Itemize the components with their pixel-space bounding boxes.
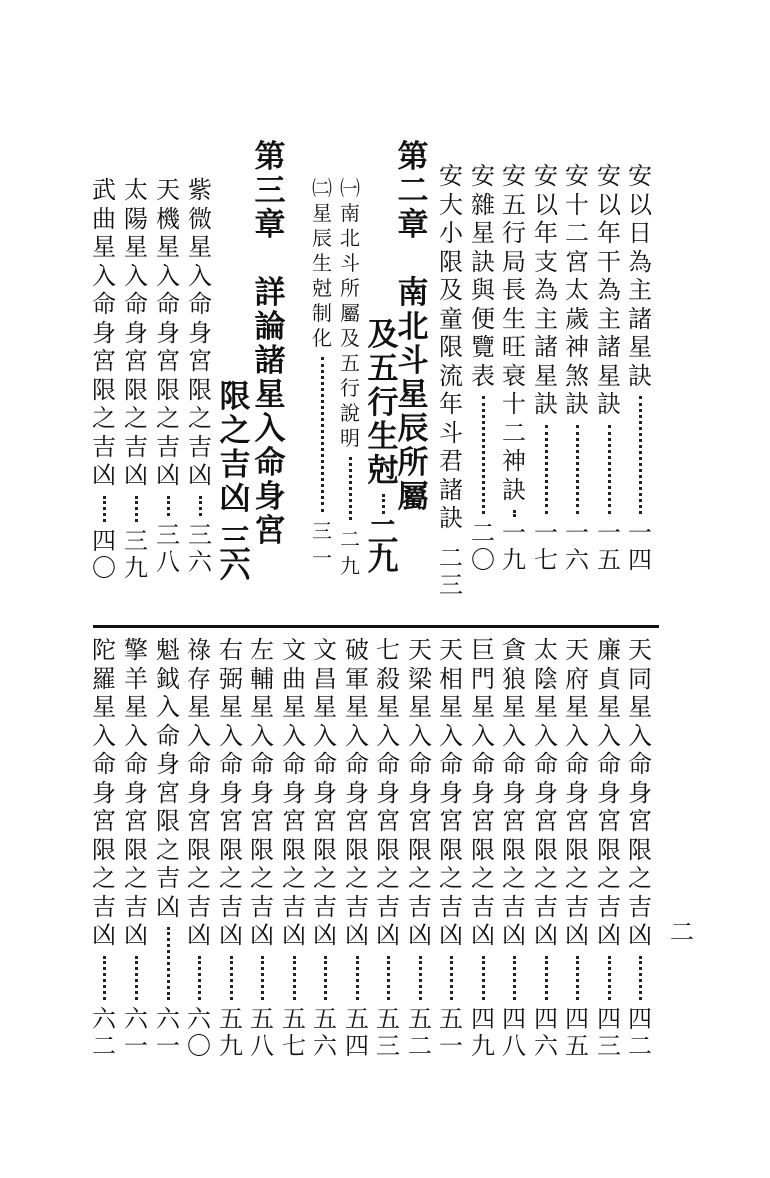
entry-page-number: 一 九 — [502, 519, 526, 574]
entry-title: 安 以 年 支 為 主 諸 星 訣 — [534, 162, 558, 418]
entry-title: 右 弼 星 入 命 身 宮 限 之 吉 凶 — [219, 636, 243, 949]
toc-entry[interactable] — [625, 162, 655, 574]
toc-entry[interactable] — [184, 636, 214, 1060]
toc-entry[interactable] — [279, 636, 309, 1060]
dot-leader — [230, 956, 233, 1001]
entry-title: 限 之 吉 凶 — [219, 379, 251, 517]
entry-page-number: 四 六 — [534, 1005, 558, 1060]
entry-title: 太 陰 星 入 命 身 宮 限 之 吉 凶 — [534, 636, 558, 949]
dot-leader — [639, 956, 642, 1001]
entry-title: 第 二 章 南 北 斗 星 辰 所 屬 — [397, 139, 429, 515]
dot-leader — [639, 396, 642, 514]
toc-entry[interactable] — [121, 636, 151, 1060]
entry-title: 天 機 星 入 命 身 宮 限 之 吉 凶 — [156, 176, 180, 489]
dot-leader — [135, 496, 138, 523]
toc-entry[interactable] — [342, 636, 372, 1060]
entry-title: 安 以 日 為 主 諸 星 訣 — [628, 162, 652, 390]
page-number: 二 — [670, 918, 694, 946]
toc-entry[interactable] — [310, 636, 340, 1060]
toc-entry[interactable] — [562, 162, 592, 574]
entry-page-number: 四 〇 — [92, 527, 116, 582]
entry-title: ㈠ 南 北 斗 所 屬 及 五 行 說 明 — [340, 176, 360, 450]
entry-title: 及 五 行 生 尅 — [367, 317, 399, 489]
entry-title: 安 雜 星 訣 與 便 覽 表 — [471, 162, 495, 390]
entry-page-number: 三 六 — [188, 521, 212, 576]
entry-title: 廉 貞 星 入 命 身 宮 限 之 吉 凶 — [597, 636, 621, 949]
entry-page-number: 三 九 — [124, 527, 148, 582]
dot-leader — [482, 956, 485, 1001]
toc-entry[interactable] — [594, 162, 624, 574]
entry-page-number: 五 八 — [250, 1005, 274, 1060]
entry-title: 陀 羅 星 入 命 身 宮 限 之 吉 凶 — [92, 636, 116, 949]
entry-page-number: 四 五 — [565, 1005, 589, 1060]
entry-page-number: 五 六 — [313, 1005, 337, 1060]
toc-entry[interactable] — [216, 636, 246, 1060]
entry-title: 太 陽 星 入 命 身 宮 限 之 吉 凶 — [124, 176, 148, 489]
toc-entry[interactable] — [307, 176, 337, 572]
dot-leader — [545, 956, 548, 1001]
entry-page-number: 六 〇 — [187, 1005, 211, 1060]
toc-entry[interactable] — [531, 636, 561, 1060]
toc-entry[interactable] — [89, 636, 119, 1060]
entry-page-number: 二 九 — [340, 527, 360, 578]
entry-title: 天 相 星 入 命 身 宮 限 之 吉 凶 — [439, 636, 463, 949]
toc-entry[interactable] — [121, 176, 151, 582]
entry-title: 貪 狼 星 入 命 身 宮 限 之 吉 凶 — [502, 636, 526, 949]
toc-entry[interactable] — [373, 636, 403, 1060]
dot-leader — [382, 494, 385, 514]
dot-leader — [576, 425, 579, 515]
toc-entry[interactable] — [499, 636, 529, 1060]
entry-title: 擎 羊 星 入 命 身 宮 限 之 吉 凶 — [124, 636, 148, 949]
entry-page-number: 二 〇 — [471, 519, 495, 574]
entry-title: 安 五 行 局 長 生 旺 衰 十 二 神 訣 — [502, 162, 526, 504]
dot-leader — [103, 496, 106, 523]
entry-title: 武 曲 星 入 命 身 宮 限 之 吉 凶 — [92, 176, 116, 489]
entry-page-number: 二 三 — [439, 543, 463, 599]
dot-leader — [608, 956, 611, 1001]
entry-title: ㈡ 星 辰 生 尅 制 化 — [312, 176, 332, 350]
dot-leader — [261, 956, 264, 1001]
entry-page-number: 五 七 — [282, 1005, 306, 1060]
toc-entry[interactable] — [405, 636, 435, 1060]
toc-entry[interactable] — [153, 636, 183, 1060]
dot-leader — [324, 956, 327, 1001]
toc-entry[interactable] — [594, 636, 624, 1060]
entry-title: 七 殺 星 入 命 身 宮 限 之 吉 凶 — [376, 636, 400, 949]
chapter-heading[interactable] — [397, 139, 429, 515]
dot-leader — [321, 357, 324, 512]
dot-leader — [482, 396, 485, 514]
dot-leader — [608, 425, 611, 515]
toc-entry[interactable] — [531, 162, 561, 574]
entry-page-number: 一 七 — [534, 519, 558, 574]
entry-page-number: 四 三 — [597, 1005, 621, 1060]
dot-leader — [450, 956, 453, 1001]
dot-leader — [199, 496, 202, 517]
chapter-heading[interactable] — [219, 379, 251, 586]
toc-entry[interactable] — [468, 162, 498, 574]
entry-page-number: 一 四 — [628, 519, 652, 574]
dot-leader — [576, 956, 579, 1001]
dot-leader — [167, 496, 170, 517]
entry-title: 第 三 章 詳 論 諸 星 入 命 身 宮 — [254, 139, 286, 549]
dot-leader — [387, 956, 390, 1001]
entry-title: 左 輔 星 入 命 身 宮 限 之 吉 凶 — [250, 636, 274, 949]
entry-page-number: 一 五 — [597, 519, 621, 574]
entry-page-number: 二 九 — [367, 515, 399, 578]
entry-page-number: 六 二 — [92, 1005, 116, 1060]
toc-entry[interactable] — [436, 636, 466, 1060]
dot-leader — [349, 457, 352, 520]
entry-title: 安 大 小 限 及 童 限 流 年 斗 君 諸 訣 — [439, 162, 463, 532]
dot-leader — [513, 510, 516, 514]
entry-title: 紫 微 星 入 命 身 宮 限 之 吉 凶 — [188, 176, 212, 489]
section-divider — [93, 625, 659, 628]
entry-page-number: 六 一 — [156, 1005, 180, 1060]
chapter-heading[interactable] — [367, 317, 399, 578]
entry-title: 安 十 二 宮 太 歲 神 煞 訣 — [565, 162, 589, 418]
entry-title: 天 府 星 入 命 身 宮 限 之 吉 凶 — [565, 636, 589, 949]
dot-leader — [293, 956, 296, 1001]
entry-page-number: 四 八 — [502, 1005, 526, 1060]
entry-page-number: 三 六 — [219, 523, 251, 586]
entry-page-number: 三 一 — [312, 519, 332, 570]
dot-leader — [167, 927, 170, 1000]
entry-title: 巨 門 星 入 命 身 宮 限 之 吉 凶 — [471, 636, 495, 949]
toc-entry[interactable] — [436, 162, 466, 599]
toc-entry[interactable] — [185, 176, 215, 576]
toc-entry[interactable] — [247, 636, 277, 1060]
entry-title: 祿 存 星 入 命 身 宮 限 之 吉 凶 — [187, 636, 211, 949]
entry-page-number: 五 一 — [439, 1005, 463, 1060]
toc-entry[interactable] — [499, 162, 529, 574]
entry-page-number: 四 二 — [628, 1005, 652, 1060]
entry-title: 文 昌 星 入 命 身 宮 限 之 吉 凶 — [313, 636, 337, 949]
dot-leader — [198, 956, 201, 1001]
dot-leader — [103, 956, 106, 1001]
toc-entry[interactable] — [89, 176, 119, 582]
toc-entry[interactable] — [153, 176, 183, 576]
entry-page-number: 五 二 — [408, 1005, 432, 1060]
entry-page-number: 五 四 — [345, 1005, 369, 1060]
dot-leader — [135, 956, 138, 1001]
toc-entry[interactable] — [562, 636, 592, 1060]
entry-page-number: 五 三 — [376, 1005, 400, 1060]
entry-page-number: 三 八 — [156, 521, 180, 576]
dot-leader — [513, 956, 516, 1001]
toc-entry[interactable] — [625, 636, 655, 1060]
entry-page-number: 五 九 — [219, 1005, 243, 1060]
entry-title: 文 曲 星 入 命 身 宮 限 之 吉 凶 — [282, 636, 306, 949]
entry-title: 天 同 星 入 命 身 宮 限 之 吉 凶 — [628, 636, 652, 949]
dot-leader — [419, 956, 422, 1001]
entry-title: 魁 鉞 入 命 身 宮 限 之 吉 凶 — [156, 636, 180, 921]
dot-leader — [356, 956, 359, 1001]
entry-title: 安 以 年 干 為 主 諸 星 訣 — [597, 162, 621, 418]
dot-leader — [545, 425, 548, 515]
entry-page-number: 四 九 — [471, 1005, 495, 1060]
entry-page-number: 一 六 — [565, 519, 589, 574]
entry-title: 破 軍 星 入 命 身 宮 限 之 吉 凶 — [345, 636, 369, 949]
entry-page-number: 六 一 — [124, 1005, 148, 1060]
entry-title: 天 梁 星 入 命 身 宮 限 之 吉 凶 — [408, 636, 432, 949]
toc-entry[interactable] — [468, 636, 498, 1060]
toc-entry[interactable] — [335, 176, 365, 580]
chapter-heading[interactable] — [254, 139, 286, 549]
